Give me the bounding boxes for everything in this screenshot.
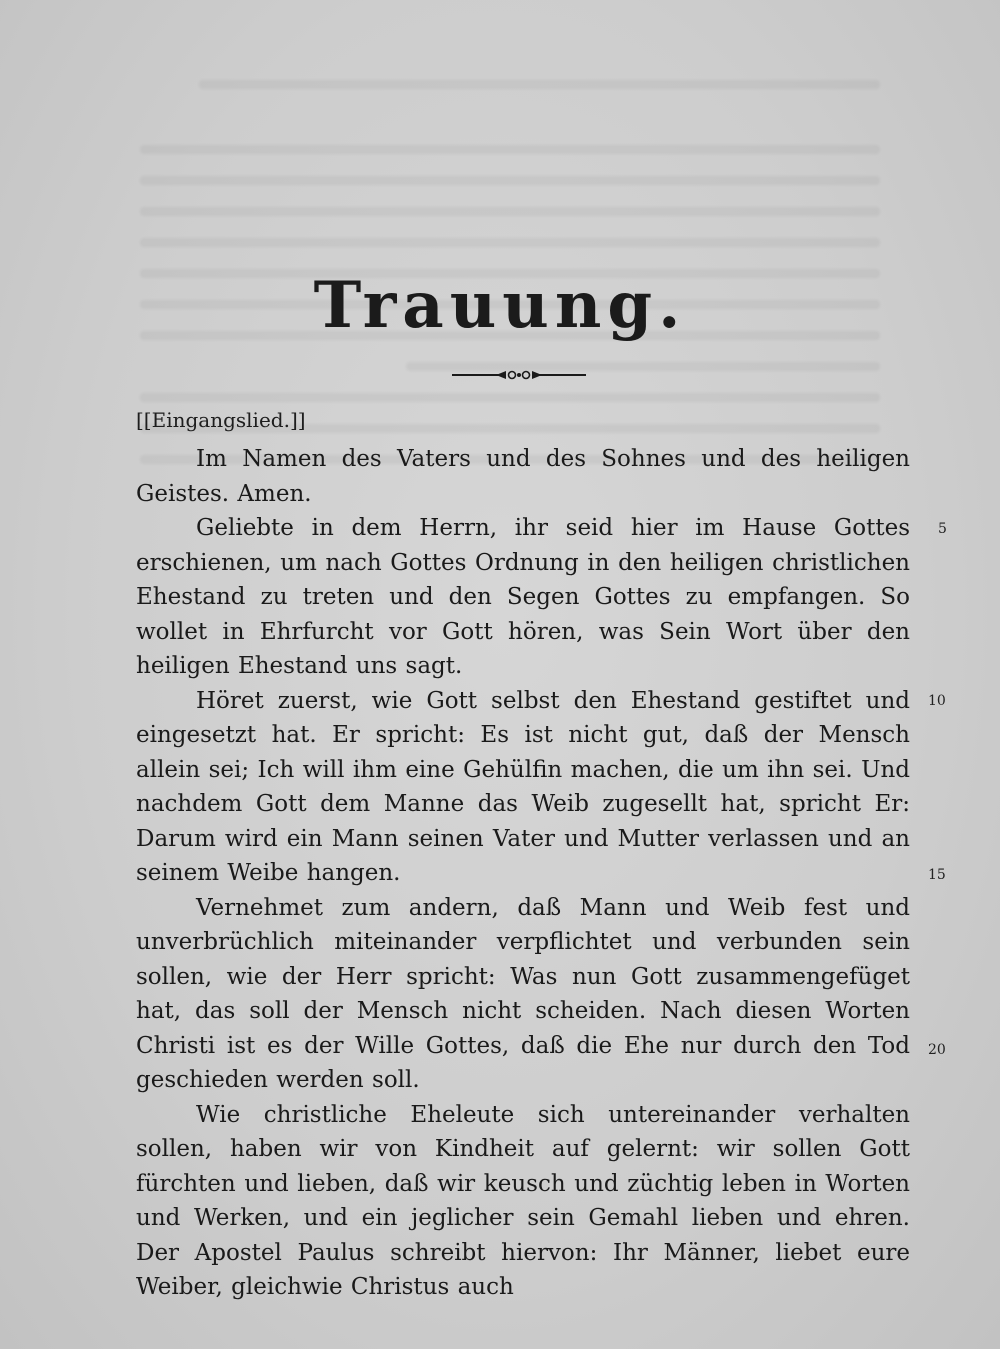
hymn-note: [[Eingangslied.]] [136, 408, 306, 432]
paragraph-bond: Vernehmet zum andern, daß Mann und Weib fest und unverbrüchlich miteinander verpflichtet und verbunden sein sollen, wie der Herr spricht: Was nun Gott zusammengefüget hat, das soll der Mensch nicht scheiden. Nach diesen Worten Christi ist es der Wille Gottes, daß die Ehe nur durch den Tod geschieden werden soll. [136, 894, 910, 1093]
line-number-10: 10 [928, 693, 946, 709]
title-ornament-divider [452, 366, 586, 384]
main-text [136, 442, 910, 1305]
paragraph-invocation: Im Namen des Vaters und des Sohnes und des heiligen Geistes. Amen. [136, 446, 910, 507]
line-number-15: 15 [928, 867, 946, 883]
paragraph-address: Geliebte in dem Herrn, ihr seid hier im Hause Gottes erschienen, um nach Gottes Ordnung in den heiligen christlichen Ehestand zu treten und den Segen Gottes zu empfangen. So wollet in Ehrfurcht vor Gott hören, was Sein Wort über den heiligen Ehestand uns sagt. [136, 515, 910, 679]
paragraph-conduct: Wie christliche Eheleute sich untereinander verhalten sollen, haben wir von Kindheit auf gelernt: wir sollen Gott fürchten und lieben, daß wir keusch und züchtig leben in Worten und Werken, und ein jeglicher sein Gemahl lieben und ehren. Der Apostel Paulus schreibt hiervon: Ihr Männer, liebet eure Weiber, gleichwie Christus auch [136, 1101, 910, 1300]
line-number-20: 20 [928, 1042, 946, 1058]
paragraph-institution: Höret zuerst, wie Gott selbst den Ehestand gestiftet und eingesetzt hat. Er spricht: Es ist nicht gut, daß der Mensch allein sei; Ich will ihm eine Gehülfin machen, die um ihn sei. Und nachdem Gott dem Manne das Weib zugesellt hat, spricht Er: Darum wird ein Mann seinen Vater und Mutter verlassen und an seinem Weibe hangen. [136, 687, 910, 886]
page-title: Trauung. [313, 268, 687, 343]
line-number-5: 5 [938, 521, 947, 537]
